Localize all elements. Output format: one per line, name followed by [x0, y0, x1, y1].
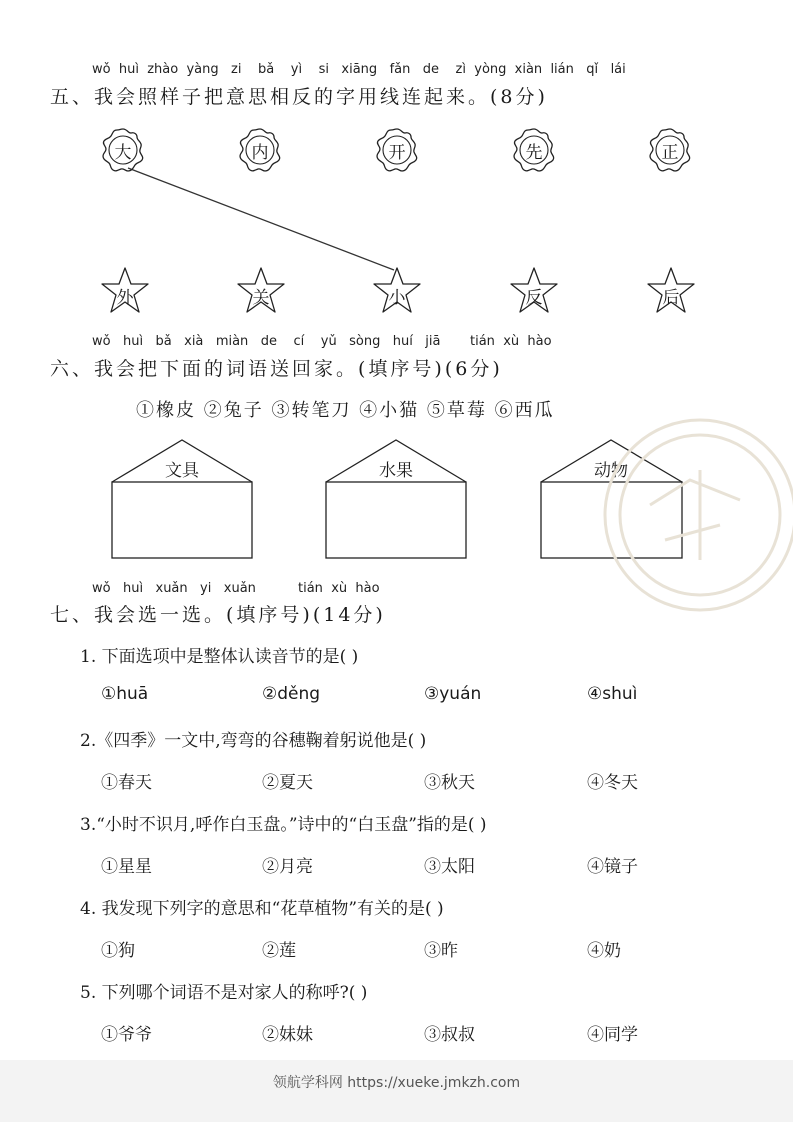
q1-option-3[interactable]: ③yuán — [424, 684, 482, 704]
q3-option-1[interactable]: ①星星 — [101, 857, 152, 877]
question-1: 1. 下面选项中是整体认读音节的是( ) — [80, 647, 359, 667]
flower-char-nei: 内 — [251, 142, 269, 163]
q5-option-2[interactable]: ②妹妹 — [262, 1025, 313, 1045]
flower-char-zheng: 正 — [661, 142, 679, 163]
section6-heading: 六、我会把下面的词语送回家。(填序号)(6分) — [50, 358, 503, 380]
star-char-wai: 外 — [116, 287, 134, 308]
q2-option-2[interactable]: ②夏天 — [262, 773, 313, 793]
q3-option-3[interactable]: ③太阳 — [424, 857, 475, 877]
star-char-xiao: 小 — [388, 287, 406, 308]
q3-option-4[interactable]: ④镜子 — [587, 857, 638, 877]
flower-char-xian: 先 — [525, 142, 543, 163]
question-5: 5. 下列哪个词语不是对家人的称呼?( ) — [80, 983, 368, 1003]
section5-pinyin: wǒ huì zhào yàng zi bǎ yì si xiāng fǎn de zì yòng xiàn lián qǐ lái — [92, 62, 626, 77]
section7-pinyin: wǒ huì xuǎn yi xuǎn — [92, 581, 256, 596]
star-char-fan: 反 — [525, 287, 543, 308]
section6-pinyin-fill: tián xù hào — [470, 334, 552, 349]
q4-option-4[interactable]: ④奶 — [587, 941, 621, 961]
house-label-fruit: 水果 — [379, 461, 413, 481]
house-label-animals: 动物 — [594, 461, 628, 481]
section5-heading: 五、我会照样子把意思相反的字用线连起来。(8分) — [50, 86, 548, 108]
q3-option-2[interactable]: ②月亮 — [262, 857, 313, 877]
q1-option-4[interactable]: ④shuì — [587, 684, 638, 704]
flower-char-kai: 开 — [388, 142, 406, 163]
q2-option-4[interactable]: ④冬天 — [587, 773, 638, 793]
section7-pinyin-fill: tián xù hào — [298, 581, 380, 596]
q4-option-3[interactable]: ③昨 — [424, 941, 458, 961]
q5-option-3[interactable]: ③叔叔 — [424, 1025, 475, 1045]
question-2: 2.《四季》一文中,弯弯的谷穗鞠着躬说他是( ) — [80, 731, 427, 751]
q2-option-3[interactable]: ③秋天 — [424, 773, 475, 793]
footer-source: 领航学科网 https://xueke.jmkzh.com — [272, 1075, 521, 1091]
star-char-hou: 后 — [662, 287, 680, 308]
question-4: 4. 我发现下列字的意思和“花草植物”有关的是( ) — [80, 899, 444, 919]
q5-option-4[interactable]: ④同学 — [587, 1025, 638, 1045]
q1-option-1[interactable]: ①huā — [101, 684, 149, 704]
q4-option-1[interactable]: ①狗 — [101, 941, 135, 961]
q2-option-1[interactable]: ①春天 — [101, 773, 152, 793]
question-3: 3.“小时不识月,呼作白玉盘。”诗中的“白玉盘”指的是( ) — [80, 815, 487, 835]
section6-pinyin: wǒ huì bǎ xià miàn de cí yǔ sòng huí jiā — [92, 334, 441, 349]
q1-option-2[interactable]: ②děng — [262, 684, 321, 704]
section6-word-list: ①橡皮 ②兔子 ③转笔刀 ④小猫 ⑤草莓 ⑥西瓜 — [136, 400, 555, 421]
house-label-stationery: 文具 — [165, 461, 199, 481]
q5-option-1[interactable]: ①爷爷 — [101, 1025, 152, 1045]
section7-heading: 七、我会选一选。(填序号)(14分) — [50, 604, 386, 626]
flower-char-da: 大 — [114, 142, 132, 163]
q4-option-2[interactable]: ②莲 — [262, 941, 296, 961]
star-char-guan: 关 — [252, 287, 270, 308]
